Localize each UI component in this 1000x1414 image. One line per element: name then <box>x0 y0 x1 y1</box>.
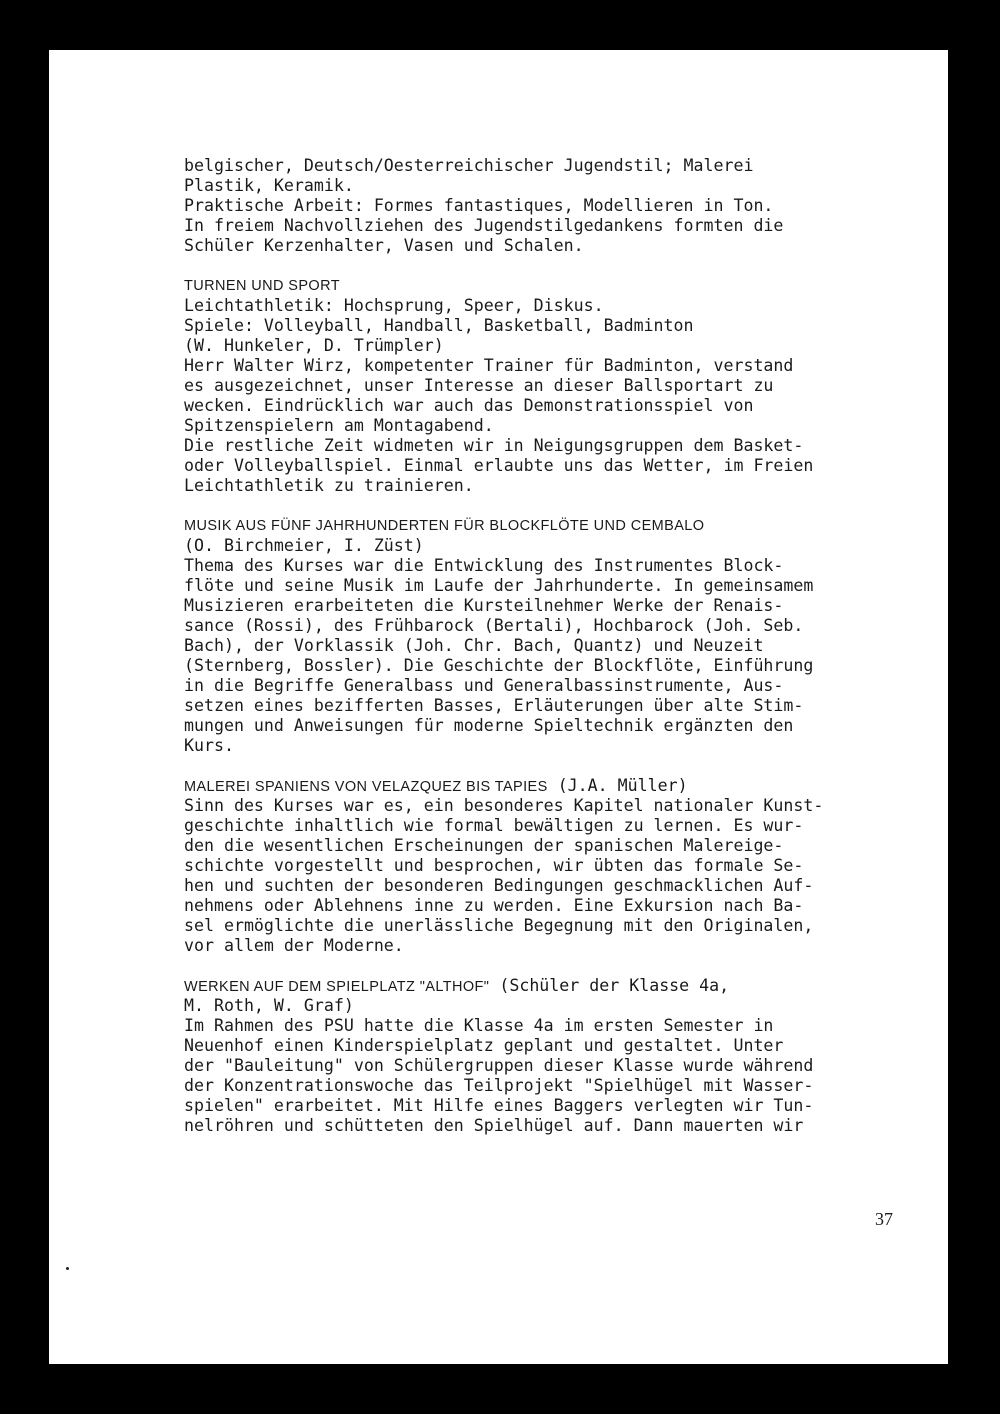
intro-line: Praktische Arbeit: Formes fantastiques, Modellieren in Ton. <box>184 196 774 215</box>
body-line: Bach), der Vorklassik (Joh. Chr. Bach, Quantz) und Neuzeit <box>184 636 764 655</box>
body-line: sance (Rossi), des Frühbarock (Bertali), Hochbarock (Joh. Seb. <box>184 616 804 635</box>
body-line: flöte und seine Musik im Laufe der Jahrhunderte. In gemeinsamem <box>184 576 814 595</box>
body-line: der Konzentrationswoche das Teilprojekt "Spielhügel mit Wasser- <box>184 1076 814 1095</box>
document-page <box>49 50 948 1364</box>
body-line: geschichte inhaltlich wie formal bewältigen zu lernen. Es wur- <box>184 816 804 835</box>
section-heading: WERKEN AUF DEM SPIELPLATZ "ALTHOF" <box>184 979 490 995</box>
body-line: (O. Birchmeier, I. Züst) <box>184 536 424 555</box>
section-intro <box>184 156 929 256</box>
section-werken <box>184 976 929 1136</box>
body-line: Kurs. <box>184 736 234 755</box>
body-line: Thema des Kurses war die Entwicklung des Instrumentes Block- <box>184 556 784 575</box>
section-heading: TURNEN UND SPORT <box>184 278 340 294</box>
section-heading: MUSIK AUS FÜNF JAHRHUNDERTEN FÜR BLOCKFLÖTE UND CEMBALO <box>184 518 705 534</box>
body-line: vor allem der Moderne. <box>184 936 404 955</box>
body-line: hen und suchten der besonderen Bedingungen geschmacklichen Auf- <box>184 876 814 895</box>
body-line: spielen" erarbeitet. Mit Hilfe eines Baggers verlegten wir Tun- <box>184 1096 814 1115</box>
intro-line: Schüler Kerzenhalter, Vasen und Schalen. <box>184 236 584 255</box>
scan-speck <box>66 1267 69 1270</box>
page-number: 37 <box>875 1209 893 1229</box>
section-heading: MALEREI SPANIENS VON VELAZQUEZ BIS TAPIES <box>184 779 548 795</box>
section-heading-suffix: (Schüler der Klasse 4a, <box>489 976 730 995</box>
body-line: (W. Hunkeler, D. Trümpler) <box>184 336 444 355</box>
body-line: den die wesentlichen Erscheinungen der spanischen Malereige- <box>184 836 784 855</box>
body-line: Spitzenspielern am Montagabend. <box>184 416 494 435</box>
section-musik <box>184 516 929 756</box>
body-line: Leichtathletik zu trainieren. <box>184 476 474 495</box>
intro-line: In freiem Nachvollziehen des Jugendstilgedankens formten die <box>184 216 784 235</box>
body-line: setzen eines bezifferten Basses, Erläuterungen über alte Stim- <box>184 696 804 715</box>
section-heading-line <box>184 776 929 796</box>
section-heading-suffix: (J.A. Müller) <box>547 776 688 795</box>
section-malerei <box>184 776 929 956</box>
body-line: mungen und Anweisungen für moderne Spieltechnik ergänzten den <box>184 716 794 735</box>
body-line: der "Bauleitung" von Schülergruppen dieser Klasse wurde während <box>184 1056 814 1075</box>
body-line: Musizieren erarbeiteten die Kursteilnehmer Werke der Renais- <box>184 596 784 615</box>
body-line: Leichtathletik: Hochsprung, Speer, Diskus. <box>184 296 604 315</box>
intro-line: belgischer, Deutsch/Oesterreichischer Jugendstil; Malerei <box>184 156 754 175</box>
body-line: nelröhren und schütteten den Spielhügel auf. Dann mauerten wir <box>184 1116 804 1135</box>
body-line: Herr Walter Wirz, kompetenter Trainer für Badminton, verstand <box>184 356 794 375</box>
intro-line: Plastik, Keramik. <box>184 176 354 195</box>
section-heading-line <box>184 976 929 996</box>
body-line: sel ermöglichte die unerlässliche Begegnung mit den Originalen, <box>184 916 814 935</box>
body-line: schichte vorgestellt und besprochen, wir übten das formale Se- <box>184 856 804 875</box>
body-line: Im Rahmen des PSU hatte die Klasse 4a im ersten Semester in <box>184 1016 774 1035</box>
body-line: oder Volleyballspiel. Einmal erlaubte uns das Wetter, im Freien <box>184 456 814 475</box>
body-line: wecken. Eindrücklich war auch das Demonstrationsspiel von <box>184 396 754 415</box>
body-line: Sinn des Kurses war es, ein besonderes Kapitel nationaler Kunst- <box>184 796 824 815</box>
body-line: (Sternberg, Bossler). Die Geschichte der Blockflöte, Einführung <box>184 656 814 675</box>
body-line: Neuenhof einen Kinderspielplatz geplant und gestaltet. Unter <box>184 1036 784 1055</box>
body-line: in die Begriffe Generalbass und Generalbassinstrumente, Aus- <box>184 676 784 695</box>
body-line: Spiele: Volleyball, Handball, Basketball, Badminton <box>184 316 694 335</box>
body-line: M. Roth, W. Graf) <box>184 996 354 1015</box>
body-line: es ausgezeichnet, unser Interesse an dieser Ballsportart zu <box>184 376 774 395</box>
page-body <box>184 156 929 1156</box>
section-turnen-und-sport <box>184 276 929 496</box>
body-line: nehmens oder Ablehnens inne zu werden. Eine Exkursion nach Ba- <box>184 896 804 915</box>
body-line: Die restliche Zeit widmeten wir in Neigungsgruppen dem Basket- <box>184 436 804 455</box>
